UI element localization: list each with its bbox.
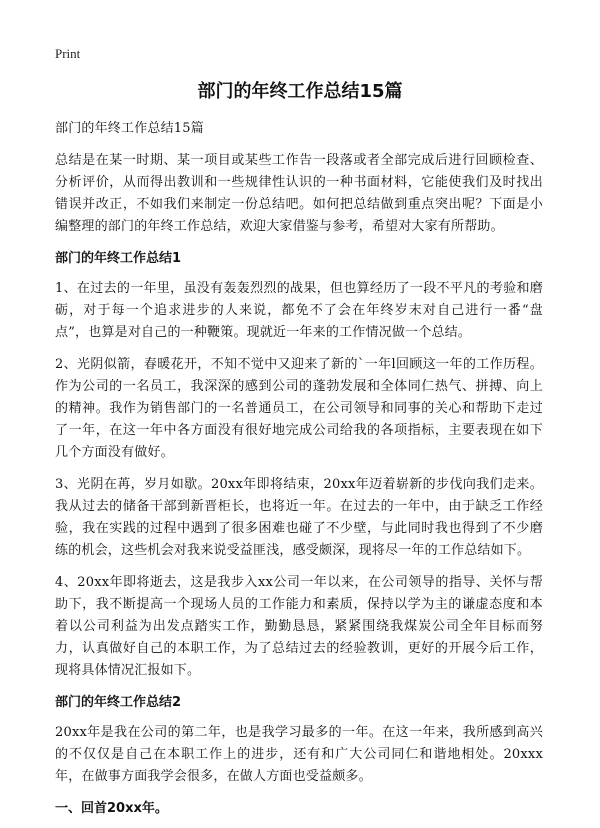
section-heading: 部门的年终工作总结2 <box>55 695 182 710</box>
document-subtitle: 部门的年终工作总结15篇 <box>55 121 204 136</box>
paragraph: 4、20xx年即将逝去，这是我步入xx公司一年以来，在公司领导的指导、关怀与帮助下，我不断提高一个现场人员的工作能力和素质，保持以学为主的谦虚态度和本着以公司利益为出发点踏实工作，勤勤恳恳，紧紧围绕我煤炭公司全年目标而努力，认真做好自己的本职工作，为了总结过去的经验教训，更好的开展今后工作，现将具体情况汇报如下。 <box>55 575 543 678</box>
page-title: 部门的年终工作总结15篇 <box>197 81 403 102</box>
paragraph: 1、在过去的一年里，虽没有轰轰烈烈的战果，但也算经历了一段不平凡的考验和磨砺，对于每一个追求进步的人来说，都免不了会在年终岁末对自己进行一番“盘点”，也算是对自己的一种鞭策。现就近一年来的工作情况做一个总结。 <box>55 281 543 340</box>
print-link[interactable]: Print <box>55 46 81 61</box>
paragraph: 2、光阴似箭，春暖花开，不知不觉中又迎来了新的`一年l回顾这一年的工作历程。作为公司的一名员工，我深深的感到公司的蓬勃发展和全体同仁热气、拼搏、向上的精神。我作为销售部门的一名普通员工，在公司领导和同事的关心和帮助下走过了一年，在这一年中各方面没有很好地完成公司给我的各项指标，主要表现在如下几个方面没有做好。 <box>55 357 543 460</box>
intro-paragraph: 总结是在某一时期、某一项目或某些工作告一段落或者全部完成后进行回顾检查、分析评价，从而得出教训和一些规律性认识的一种书面材料，它能使我们及时找出错误并改正，不如我们来制定一份总结吧。如何把总结做到重点突出呢？下面是小编整理的部门的年终工作总结，欢迎大家借鉴与参考，希望对大家有所帮助。 <box>55 153 543 234</box>
paragraph: 20xx年是我在公司的第二年，也是我学习最多的一年。在这一年来，我所感到高兴的不仅仅是自己在本职工作上的进步，还有和广大公司同仁和谐地相处。20xxx年，在做事方面我学会很多，在做人方面也受益颇多。 <box>55 725 543 784</box>
paragraph: 3、光阴在苒，岁月如歇。20xx年即将结束，20xx年迈着崭新的步伐向我们走来。我从过去的储备干部到新晋柜长，也将近一年。在过去的一年中，由于缺乏工作经验，我在实践的过程中遇到了很多困难也碰了不少壁，与此同时我也得到了不少磨练的机会，这些机会对我来说受益匪浅，感受颇深，现将尽一年的工作总结如下。 <box>55 477 543 558</box>
subsection-heading: 一、回首20xx年。 <box>55 801 168 816</box>
section-heading: 部门的年终工作总结1 <box>55 251 182 266</box>
document-body <box>55 118 543 828</box>
